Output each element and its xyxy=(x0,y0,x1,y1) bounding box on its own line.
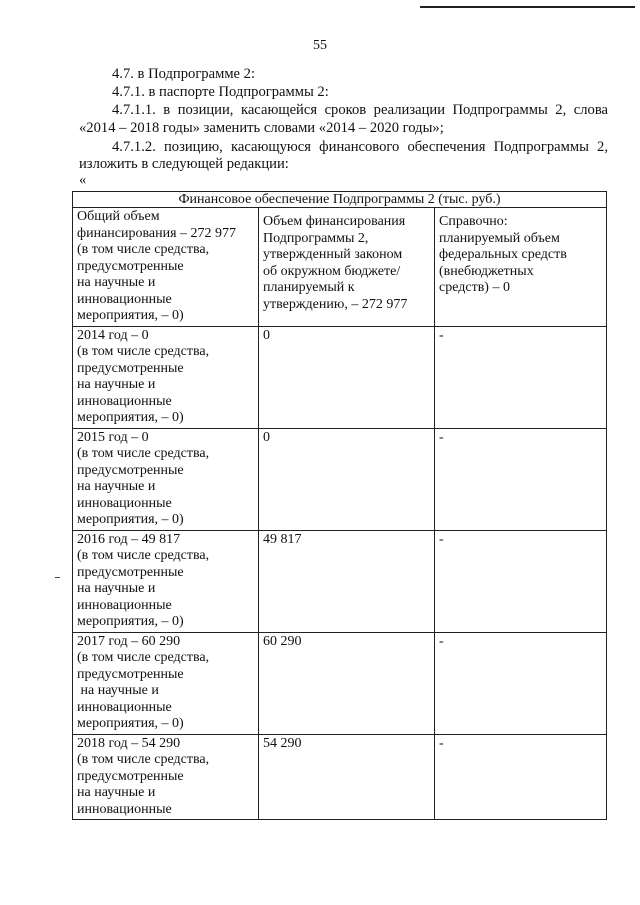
header-total-cell xyxy=(73,208,259,327)
year-total-line: на научные и xyxy=(77,785,156,800)
table-row xyxy=(73,632,607,734)
year-total-line: (в том числе средства, xyxy=(77,650,210,665)
paragraph-4-7-1-1-line1: 4.7.1.1. в позиции, касающейся сроков реализации Подпрограммы 2, слова xyxy=(112,102,608,118)
header-budget-line: утверждению, – 272 977 xyxy=(263,296,408,312)
year-total-line: инновационные xyxy=(77,495,172,511)
year-total-line: инновационные xyxy=(77,699,172,715)
year-total-line: предусмотренные xyxy=(77,768,184,784)
year-total-cell xyxy=(73,734,259,820)
year-federal-cell: - xyxy=(435,428,607,530)
year-total-cell xyxy=(73,632,259,734)
year-federal-cell: - xyxy=(435,530,607,632)
year-budget-cell: 49 817 xyxy=(259,530,435,632)
header-budget-line: утвержденный законом xyxy=(263,247,403,262)
table-row xyxy=(73,530,607,632)
year-total-line: на научные и xyxy=(77,377,156,392)
year-federal-cell: - xyxy=(435,734,607,820)
year-total-line: предусмотренные xyxy=(77,360,184,376)
paragraph-4-7-1: 4.7.1. в паспорте Подпрограммы 2: xyxy=(112,84,329,100)
year-total-line: (в том числе средства, xyxy=(77,446,210,461)
year-total-line: мероприятия, – 0) xyxy=(77,716,184,731)
year-budget-cell: 60 290 xyxy=(259,632,435,734)
year-total-line: на научные и xyxy=(77,581,156,596)
year-total-cell xyxy=(73,326,259,428)
year-federal-cell: - xyxy=(435,632,607,734)
year-total-line: мероприятия, – 0) xyxy=(77,614,184,629)
header-federal-line: федеральных средств xyxy=(439,247,567,262)
year-total-line: предусмотренные xyxy=(77,564,184,580)
year-total-line: (в том числе средства, xyxy=(77,752,210,767)
year-total-cell xyxy=(73,428,259,530)
header-budget-cell xyxy=(259,208,435,327)
header-total-line: (в том числе средства, xyxy=(77,242,210,257)
year-total-line: (в том числе средства, xyxy=(77,548,210,563)
year-total-line: 2014 год – 0 xyxy=(77,327,149,343)
opening-quote: « xyxy=(79,172,87,188)
year-federal-cell: - xyxy=(435,326,607,428)
header-total-line: финансирования – 272 977 xyxy=(77,225,237,241)
table-header-row xyxy=(73,208,607,327)
table-row xyxy=(73,428,607,530)
paragraph-4-7-1-2-line2: изложить в следующей редакции: xyxy=(79,156,289,172)
header-total-line: инновационные xyxy=(77,291,172,307)
year-total-line: на научные и xyxy=(77,683,159,698)
year-total-line: 2016 год – 49 817 xyxy=(77,531,181,547)
year-total-line: мероприятия, – 0) xyxy=(77,512,184,527)
year-total-line: 2017 год – 60 290 xyxy=(77,633,181,649)
header-federal-line: Справочно: xyxy=(439,214,508,229)
header-federal-line: планируемый объем xyxy=(439,230,560,246)
table-caption-row xyxy=(73,192,607,208)
year-total-line: мероприятия, – 0) xyxy=(77,410,184,425)
header-federal-line: (внебюджетных xyxy=(439,263,534,279)
year-total-line: предусмотренные xyxy=(77,462,184,478)
header-budget-line: Объем финансирования xyxy=(263,214,406,229)
year-total-line: предусмотренные xyxy=(77,666,184,682)
header-budget-line: об окружном бюджете/ xyxy=(263,263,401,279)
table-caption: Финансовое обеспечение Подпрограммы 2 (тыс. руб.) xyxy=(73,192,607,208)
year-total-line: 2015 год – 0 xyxy=(77,429,149,445)
paragraph-4-7-1-1-line2: «2014 – 2018 годы» заменить словами «2014 – 2020 годы»; xyxy=(79,120,444,136)
year-total-line: 2018 год – 54 290 xyxy=(77,735,181,751)
year-total-cell xyxy=(73,530,259,632)
year-total-line: на научные и xyxy=(77,479,156,494)
header-budget-line: планируемый к xyxy=(263,280,355,295)
financing-table xyxy=(72,191,607,820)
header-total-line: мероприятия, – 0) xyxy=(77,308,184,323)
year-total-line: инновационные xyxy=(77,597,172,613)
header-federal-cell xyxy=(435,208,607,327)
paragraph-4-7-1-2-line1: 4.7.1.2. позицию, касающуюся финансового обеспечения Подпрограммы 2, xyxy=(112,139,608,155)
year-total-line: инновационные xyxy=(77,393,172,409)
year-total-line: инновационные xyxy=(77,801,172,817)
paragraph-4-7: 4.7. в Подпрограмме 2: xyxy=(112,66,256,82)
header-total-line: Общий объем xyxy=(77,209,160,224)
header-rule xyxy=(420,6,635,8)
page-number: 55 xyxy=(313,38,327,53)
table-row xyxy=(73,326,607,428)
header-total-line: на научные и xyxy=(77,275,156,290)
header-total-line: предусмотренные xyxy=(77,258,184,274)
year-budget-cell: 0 xyxy=(259,428,435,530)
header-budget-line: Подпрограммы 2, xyxy=(263,230,369,246)
margin-mark xyxy=(55,577,60,578)
year-total-line: (в том числе средства, xyxy=(77,344,210,359)
header-federal-line: средств) – 0 xyxy=(439,280,510,295)
year-budget-cell: 0 xyxy=(259,326,435,428)
table-row xyxy=(73,734,607,820)
year-budget-cell: 54 290 xyxy=(259,734,435,820)
